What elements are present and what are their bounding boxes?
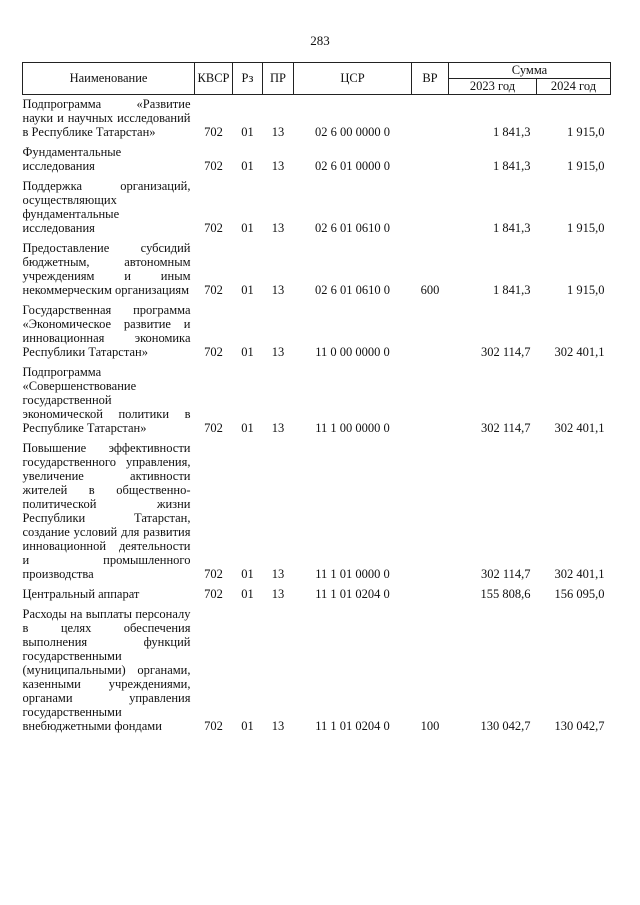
budget-table [22, 62, 611, 737]
row-vr [412, 143, 449, 177]
row-rz: 01 [241, 587, 254, 601]
row-name: Подпрограмма «Развитие науки и научных исследований в Республике Татарстан» [22, 97, 191, 139]
row-name: Фундаментальные исследования [22, 145, 122, 173]
row-rz: 01 [241, 567, 254, 581]
header-year-2023: 2023 год [449, 79, 537, 95]
row-kvsr: 702 [204, 345, 223, 359]
row-csr: 11 0 00 0000 0 [315, 345, 390, 359]
row-rz: 01 [241, 125, 254, 139]
row-pr: 13 [271, 567, 285, 581]
row-sum-2024: 302 401,1 [554, 421, 605, 435]
row-rz: 01 [241, 221, 254, 235]
row-sum-2024: 302 401,1 [554, 345, 605, 359]
row-vr [412, 363, 449, 439]
table-body [23, 95, 611, 738]
table-row [23, 301, 611, 363]
row-sum-2024: 1 915,0 [567, 221, 605, 235]
row-pr: 13 [271, 221, 285, 235]
row-kvsr: 702 [204, 587, 223, 601]
row-csr: 02 6 01 0610 0 [315, 221, 390, 235]
row-name: Поддержка организаций, осуществляющих фундаментальные исследования [22, 179, 191, 235]
table-row [23, 605, 611, 737]
row-pr: 13 [271, 125, 285, 139]
row-sum-2024: 1 915,0 [567, 159, 605, 173]
header-csr: ЦСР [294, 63, 412, 95]
row-csr: 02 6 01 0000 0 [315, 159, 390, 173]
table-row [23, 239, 611, 301]
row-csr: 11 1 01 0000 0 [315, 567, 390, 581]
row-sum-2023: 1 841,3 [493, 221, 531, 235]
header-vr: ВР [412, 63, 449, 95]
row-vr [412, 301, 449, 363]
header-name: Наименование [23, 63, 195, 95]
row-sum-2024: 1 915,0 [567, 125, 605, 139]
row-csr: 11 1 00 0000 0 [315, 421, 390, 435]
row-vr: 100 [420, 719, 440, 733]
row-sum-2023: 155 808,6 [480, 587, 531, 601]
row-name: Государственная программа «Экономическое развитие и инновационная экономика Республики Татарстан» [22, 303, 191, 359]
header-kvsr: КВСР [195, 63, 233, 95]
row-csr: 02 6 00 0000 0 [315, 125, 390, 139]
row-kvsr: 702 [204, 125, 223, 139]
row-name: Повышение эффективности государственного управления, увеличение активности жителей в общественно-политической жизни Республики Татарстан, создание условий для развития инновационной деятельности и промышленного производства [22, 441, 191, 581]
row-pr: 13 [271, 345, 285, 359]
row-sum-2024: 1 915,0 [567, 283, 605, 297]
row-rz: 01 [241, 719, 254, 733]
row-pr: 13 [271, 159, 285, 173]
header-rz: Рз [233, 63, 263, 95]
row-name: Предоставление субсидий бюджетным, автономным учреждениям и иным некоммерческим организациям [22, 241, 191, 297]
row-sum-2023: 302 114,7 [480, 345, 531, 359]
row-name: Расходы на выплаты персоналу в целях обеспечения выполнения функций государственными (муниципальными) органами, казенными учреждениями, органами управления государственными внебюджетными фондами [22, 607, 191, 733]
row-sum-2024: 156 095,0 [554, 587, 605, 601]
row-csr: 11 1 01 0204 0 [315, 719, 390, 733]
row-pr: 13 [271, 587, 285, 601]
table-header [23, 63, 611, 95]
row-vr [412, 177, 449, 239]
row-kvsr: 702 [204, 283, 223, 297]
row-sum-2023: 1 841,3 [493, 159, 531, 173]
table-row [23, 585, 611, 605]
row-kvsr: 702 [204, 421, 223, 435]
row-vr [412, 585, 449, 605]
row-sum-2023: 130 042,7 [480, 719, 531, 733]
row-csr: 02 6 01 0610 0 [315, 283, 390, 297]
row-vr: 600 [420, 283, 440, 297]
row-rz: 01 [241, 345, 254, 359]
table-row [23, 363, 611, 439]
row-rz: 01 [241, 159, 254, 173]
row-sum-2023: 302 114,7 [480, 421, 531, 435]
row-sum-2024: 302 401,1 [554, 567, 605, 581]
header-pr: ПР [263, 63, 294, 95]
row-pr: 13 [271, 719, 285, 733]
row-pr: 13 [271, 283, 285, 297]
row-name: Подпрограмма «Совершенствование государственной экономической политики в Республике Татарстан» [22, 365, 191, 435]
row-kvsr: 702 [204, 159, 223, 173]
page-number: 283 [310, 33, 330, 48]
row-sum-2023: 302 114,7 [480, 567, 531, 581]
row-sum-2023: 1 841,3 [493, 125, 531, 139]
table-row [23, 143, 611, 177]
table-row [23, 439, 611, 585]
header-sum: Сумма [449, 63, 611, 79]
row-vr [412, 95, 449, 144]
table-row [23, 95, 611, 144]
row-sum-2023: 1 841,3 [493, 283, 531, 297]
row-pr: 13 [271, 421, 285, 435]
row-rz: 01 [241, 283, 254, 297]
row-name: Центральный аппарат [22, 587, 140, 601]
row-vr [412, 439, 449, 585]
header-year-2024: 2024 год [537, 79, 611, 95]
row-rz: 01 [241, 421, 254, 435]
row-kvsr: 702 [204, 719, 223, 733]
row-sum-2024: 130 042,7 [554, 719, 605, 733]
row-kvsr: 702 [204, 567, 223, 581]
table-row [23, 177, 611, 239]
row-csr: 11 1 01 0204 0 [315, 587, 390, 601]
row-kvsr: 702 [204, 221, 223, 235]
